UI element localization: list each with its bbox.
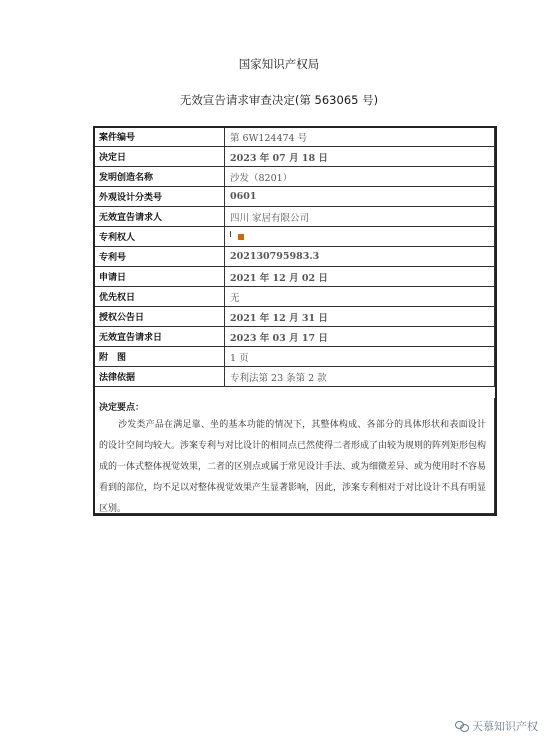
table-row (94, 287, 495, 307)
filing-date-value: 2021 年 12 月 02 日 (225, 267, 495, 287)
watermark-text: 天慕知识产权 (472, 720, 538, 733)
table-row (94, 207, 495, 227)
table-row (94, 367, 495, 387)
row-key: 法律依据 (94, 367, 225, 387)
legal-basis-value: 专利法第 23 条第 2 款 (225, 367, 495, 387)
row-key: 附 图 (94, 347, 225, 367)
petitioner-value: 四川 家居有限公司 (225, 207, 495, 227)
row-key: 专利号 (94, 247, 225, 267)
decision-date-value: 2023 年 07 月 18 日 (225, 147, 495, 167)
row-key: 无效宣告请求人 (94, 207, 225, 227)
patentee-value (225, 227, 495, 247)
priority-date-value: 无 (225, 287, 495, 307)
case-info-table (93, 126, 495, 387)
table-row (94, 307, 495, 327)
redaction-mark (230, 231, 234, 237)
table-row (94, 187, 495, 207)
patent-number-value: 202130795983.3 (225, 247, 495, 267)
summary-heading: 决定要点： (99, 403, 145, 413)
table-row (94, 227, 495, 247)
table-row (94, 247, 495, 267)
row-key: 发明创造名称 (94, 167, 225, 187)
row-key: 专利权人 (94, 227, 225, 247)
row-key: 决定日 (94, 147, 225, 167)
summary-text: 沙发类产品在满足靠、坐的基本功能的情况下，其整体构成、各部分的具体形状和表面设计的设计空间均较大。涉案专利与对比设计的相同点已然使得二者形成了由较为规则的阵列矩形包构成的一体式整体视觉效果，二者的区别点或属于常见设计手法、或为细微差异、或为使用时不容易看到的部位，均不足以对整体视觉效果产生显著影响，因此，涉案专利相对于对比设计不具有明显区别。 (99, 420, 487, 514)
classification-value: 0601 (225, 187, 495, 207)
row-key: 申请日 (94, 267, 225, 287)
redaction-mark (238, 234, 244, 240)
row-key: 优先权日 (94, 287, 225, 307)
row-key: 无效宣告请求日 (94, 327, 225, 347)
decision-title: 无效宣告请求审查决定(第 563065 号) (179, 93, 379, 107)
table-row (94, 127, 495, 147)
decision-summary (93, 398, 495, 514)
design-name-value: 沙发（8201） (225, 167, 495, 187)
row-key: 外观设计分类号 (94, 187, 225, 207)
wechat-icon (455, 721, 468, 731)
table-row (94, 167, 495, 187)
table-row (94, 267, 495, 287)
table-row (94, 327, 495, 347)
row-key: 授权公告日 (94, 307, 225, 327)
request-date-value: 2023 年 03 月 17 日 (225, 327, 495, 347)
figures-value: 1 页 (225, 347, 495, 367)
case-number-value: 第 6W124474 号 (225, 127, 495, 147)
office-title: 国家知识产权局 (238, 57, 320, 71)
table-row (94, 347, 495, 367)
table-row (94, 147, 495, 167)
grant-date-value: 2021 年 12 月 31 日 (225, 307, 495, 327)
row-key: 案件编号 (94, 127, 225, 147)
watermark (455, 718, 538, 734)
